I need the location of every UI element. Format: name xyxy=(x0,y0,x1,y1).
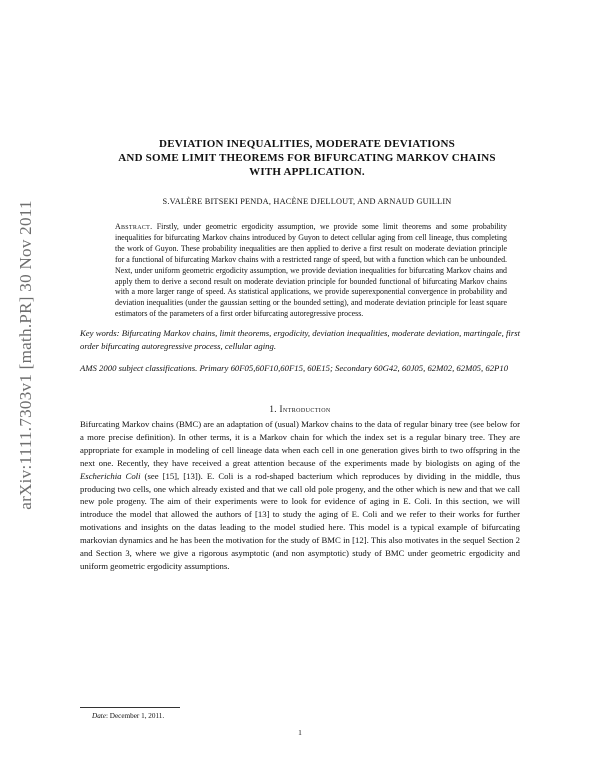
abstract-text: Firstly, under geometric ergodicity assumption, we provide some limit theorems and some probability inequalities for bifurcating Markov chains introduced by Guyon to detect cellular aging from cell lineage, thus completing the work of Guyon. These probability inequalities are then applied to derive a first result on moderate deviation principle for a functional of bifurcating Markov chains with a restricted range of speed, but with a function which can be unbounded. Next, under uniform geometric ergodicity assumption, we provide deviation inequalities for bifurcating Markov chains and apply them to derive a second result on moderate deviation principle for bounded functional of bifurcating Markov chains with a more larger range of speed. As statistical applications, we provide superexponential convergence in probability and deviation inequalities (under the gaussian setting or the bounded setting), and moderate deviation principle for least square estimators of the parameters of a first order bifurcating autoregressive process. xyxy=(115,222,507,319)
arxiv-identifier xyxy=(8,120,44,590)
footnote-date xyxy=(92,712,164,720)
intro-text-part-2: (see [15], [13]). E. Coli is a rod-shaped bacterium which reproduces by dividing in the middle, thus producing two cells, one which already existed and that we call old pole progeny, and the other which is new and that we call new pole progeny. The aim of their experiments were to look for evidence of aging in E. Coli. In this section, we will introduce the model that allowed the authors of [13] to study the aging of E. Coli and we refer to their works for further motivations and insights on the datas leading to the model studied here. This model is a typical example of bifurcating markovian dynamics and he has been the motivation for the study of BMC in [12]. This also motivates in the sequel Section 2 and Section 3, where we give a rigorous asymptotic (and non asymptotic) study of BMC under geometric ergodicity and uniform geometric ergodicity assumptions. xyxy=(80,470,520,571)
footnote-divider xyxy=(80,707,180,708)
abstract-label: Abstract. xyxy=(115,222,153,231)
paper-title xyxy=(72,137,542,179)
arxiv-identifier-text: arXiv:1111.7303v1 [math.PR] 30 Nov 2011 xyxy=(16,200,35,510)
footnote-text: : December 1, 2011. xyxy=(105,712,165,720)
author-list: S.VALÈRE BITSEKI PENDA, HACÈNE DJELLOUT, AND ARNAUD GUILLIN xyxy=(162,197,452,206)
title-line-3: WITH APPLICATION. xyxy=(249,166,365,178)
ams-classification: AMS 2000 subject classifications. Primary 60F05,60F10,60F15, 60E15; Secondary 60G42, 60J05, 62M02, 62M05, 62P10 xyxy=(80,363,509,373)
keywords: Key words: Bifurcating Markov chains, limit theorems, ergodicity, deviation inequalities, moderate deviation, martingale, first order bifurcating autoregressive process, cellular aging. xyxy=(80,328,520,351)
footnote-label: Date xyxy=(92,712,106,720)
title-line-2: AND SOME LIMIT THEOREMS FOR BIFURCATING MARKOV CHAINS xyxy=(118,152,496,164)
intro-text-part-1: Bifurcating Markov chains (BMC) are an adaptation of (usual) Markov chains to the data of regular binary tree (see below for a more precise definition). In other terms, it is a Markov chain for which the index set is a regular binary tree. They are appropriate for example in modeling of cell lineage data when each cell in one generation gives birth to two offspring in the next one. Recently, they have received a great attention because of the experiments made by biologists on aging of the xyxy=(80,419,520,468)
title-line-1: DEVIATION INEQUALITIES, MODERATE DEVIATIONS xyxy=(159,138,455,150)
introduction-paragraph xyxy=(80,418,520,573)
intro-italic-species: Escherichia Coli xyxy=(80,470,141,481)
section-heading-introduction: 1. Introduction xyxy=(269,404,331,414)
page-number: 1 xyxy=(298,728,302,737)
abstract xyxy=(115,222,507,320)
